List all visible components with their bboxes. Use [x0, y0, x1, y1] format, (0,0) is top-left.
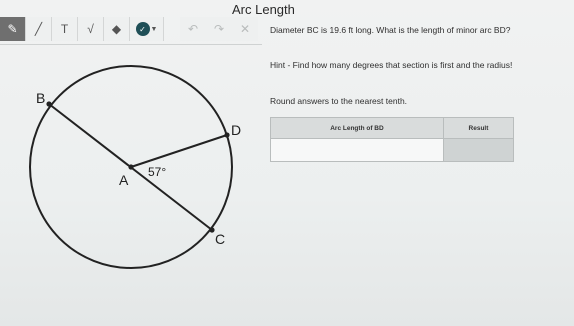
circle-diagram[interactable] [0, 45, 262, 285]
line-tool-button[interactable] [26, 17, 52, 41]
line-icon: ╱ [34, 22, 43, 36]
page-title: Arc Length [232, 2, 295, 17]
angle-label: 57° [148, 165, 167, 179]
eraser-tool-button[interactable] [104, 17, 130, 41]
square-root-icon: √ [87, 22, 94, 36]
redo-icon: ↷ [213, 22, 225, 36]
label-c: C [215, 231, 226, 247]
arc-length-input-cell[interactable] [271, 139, 444, 162]
undo-button[interactable] [180, 17, 206, 41]
chevron-down-icon: ▼ [150, 25, 158, 33]
column-header-arc-length: Arc Length of BD [271, 118, 444, 139]
color-picker-button[interactable] [130, 17, 164, 41]
point-a [128, 164, 133, 169]
radius-ad [131, 135, 227, 167]
question-text: Diameter BC is 19.6 ft long. What is the length of minor arc BD? [270, 25, 511, 35]
instruction-text: Round answers to the nearest tenth. [270, 96, 408, 106]
math-tool-button[interactable] [78, 17, 104, 41]
point-c [209, 227, 214, 232]
eraser-icon: ◆ [111, 22, 122, 36]
drawing-toolbar [0, 17, 262, 41]
pencil-icon: ✎ [7, 22, 18, 36]
hint-text: Hint - Find how many degrees that section is first and the radius! [270, 60, 513, 70]
result-cell [443, 139, 513, 162]
point-d [224, 132, 229, 137]
point-b [46, 101, 51, 106]
text-icon: T [60, 22, 69, 36]
undo-icon: ↶ [187, 22, 199, 36]
column-header-result: Result [443, 118, 513, 139]
table-row [271, 139, 514, 162]
redo-button[interactable] [206, 17, 232, 41]
answer-table [270, 117, 514, 162]
label-b: B [36, 90, 46, 106]
label-d: D [231, 122, 242, 138]
pencil-tool-button[interactable] [0, 17, 26, 41]
clear-button[interactable] [232, 17, 258, 41]
color-swatch-icon: ✓ [136, 22, 150, 36]
text-tool-button[interactable] [52, 17, 78, 41]
close-icon: ✕ [239, 22, 251, 36]
label-a: A [119, 172, 129, 188]
table-header-row [271, 118, 514, 139]
